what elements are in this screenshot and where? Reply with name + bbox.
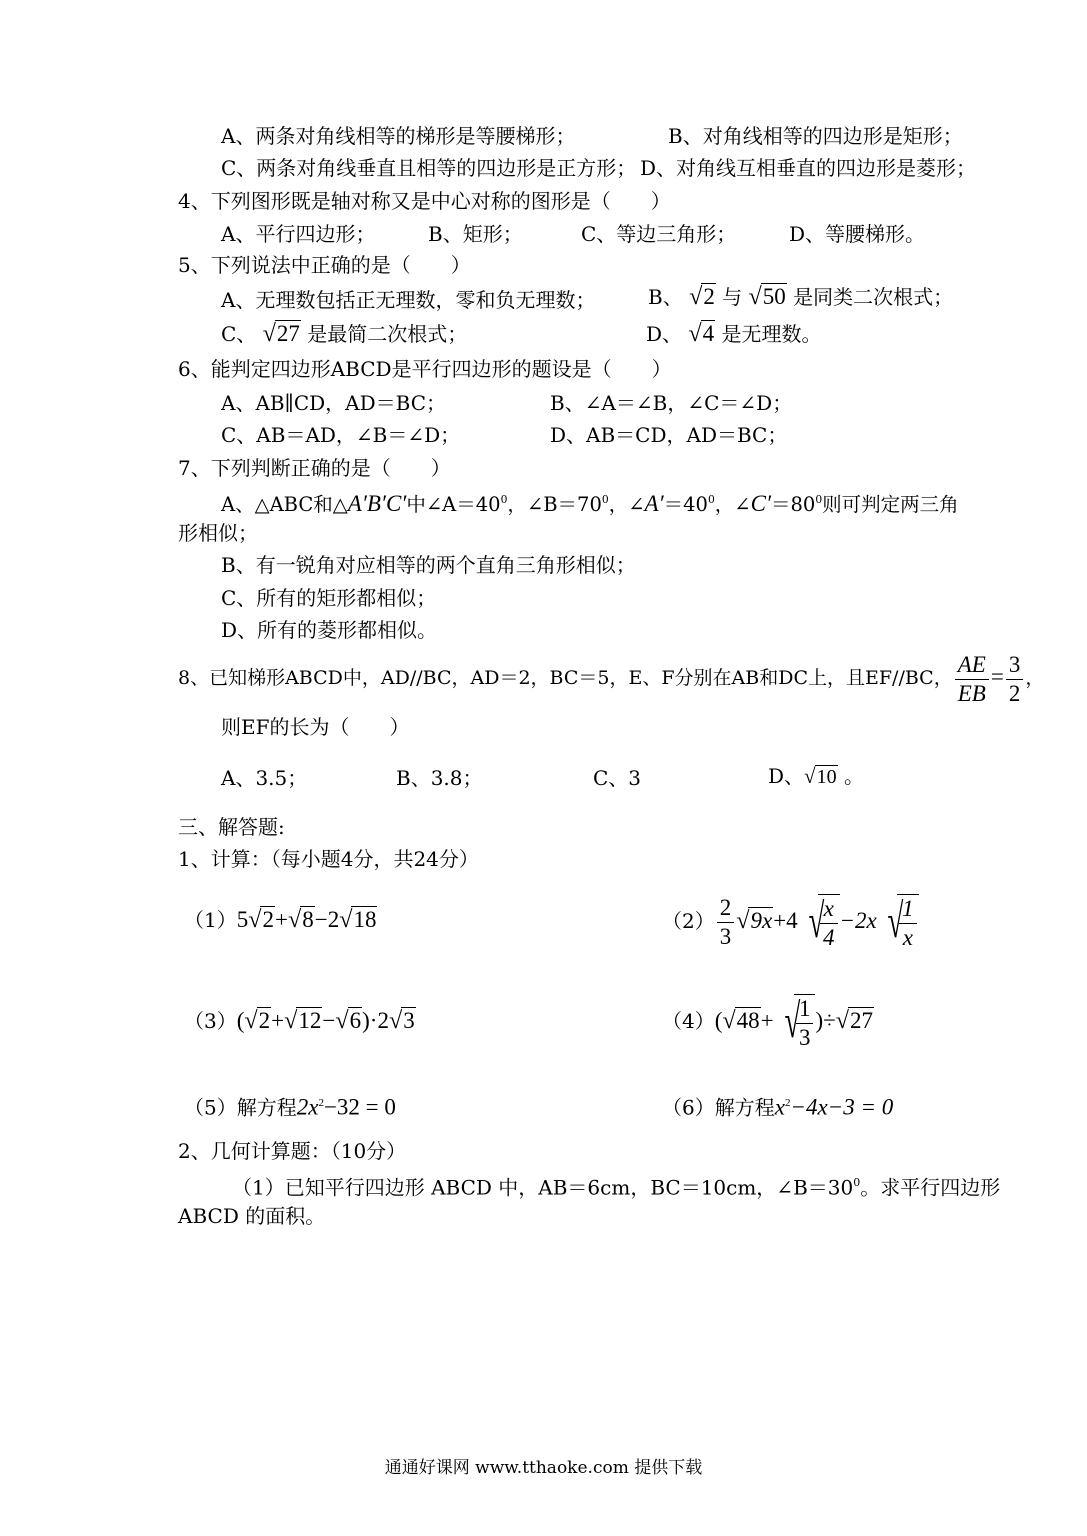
q6-option-a: A、AB∥CD，AD＝BC；: [221, 391, 447, 415]
q6-option-d: D、AB＝CD，AD＝BC；: [550, 423, 788, 447]
fraction-3-2: $\frac{3}{2}$: [1006, 651, 1024, 708]
geometry-title: 2、几何计算题：（10分）: [178, 1139, 407, 1163]
q8-option-a: A、3.5；: [221, 766, 308, 790]
q4-option-a: A、平行四边形；: [221, 222, 376, 246]
fraction-ae-eb: $\frac{AE}{EB}$: [955, 651, 989, 708]
q4-option-d: D、等腰梯形。: [789, 222, 926, 246]
q8-option-d: D、√10 。: [768, 764, 864, 788]
q3-option-b: B、对角线相等的四边形是矩形；: [668, 124, 963, 148]
calc-problem-5: （5）解方程$2x^2-32 = 0$: [184, 1094, 396, 1120]
q3-option-d: D、对角线互相垂直的四边形是菱形；: [640, 156, 977, 180]
geometry-problem-line-1: （1）已知平行四边形 ABCD 中，AB＝6cm，BC＝10cm，$\angle B=30^0$。求平行四边形: [232, 1175, 1001, 1200]
page-footer: 通通好课网 www.tthaoke.com 提供下载: [384, 1458, 703, 1478]
q7-option-d: D、所有的菱形都相似。: [221, 618, 438, 642]
q8-stem: 8、已知梯形ABCD中，AD//BC，AD＝2，BC＝5，E、F分别在AB和DC上，且EF//BC， $\frac{AE}{EB}$ = $\frac{3}{2}$ ，: [178, 651, 1045, 706]
q7-option-a: A、△ABC和△A′B′C′中$\angle A=40^0$，$\angle B=70^0$，$\angle A'=40^0$，$\angle C'=80^0$则可判定两三角: [221, 491, 959, 517]
q3-option-c: C、两条对角线垂直且相等的四边形是正方形；: [221, 156, 637, 180]
q6-stem: 6、能判定四边形ABCD是平行四边形的题设是（ ）: [178, 357, 672, 381]
q7-option-b: B、有一锐角对应相等的两个直角三角形相似；: [221, 553, 636, 577]
section-3-title: 三、解答题:: [178, 815, 285, 839]
sqrt-27: √27: [262, 320, 300, 347]
q8-option-c: C、3: [593, 766, 642, 790]
q8-stem-2: 则EF的长为（ ）: [221, 715, 410, 739]
q3-option-a: A、两条对角线相等的梯形是等腰梯形；: [221, 124, 576, 148]
calc-problem-2: （2） $\frac{2}{3}$ √9x+4 √ $\frac{x}{4}$ −2x √ $\frac{1}{x}$: [662, 890, 919, 952]
calc-title: 1、计算：（每小题4分，共24分）: [178, 847, 479, 871]
q5-stem: 5、下列说法中正确的是（ ）: [178, 253, 471, 277]
q6-option-b: B、∠A＝∠B，∠C＝∠D；: [550, 391, 793, 415]
q4-option-c: C、等边三角形；: [581, 222, 737, 246]
q7-option-c: C、所有的矩形都相似；: [221, 586, 437, 610]
geometry-problem-line-2: ABCD 的面积。: [178, 1204, 326, 1228]
q7-stem: 7、下列判断正确的是（ ）: [178, 456, 451, 480]
q4-option-b: B、矩形；: [428, 222, 523, 246]
calc-problem-3: （3）(√2+√12−√6)·2√3: [184, 1007, 415, 1034]
q4-stem: 4、下列图形既是轴对称又是中心对称的图形是（ ）: [178, 189, 671, 213]
q5-option-c: C、 √27 是最简二次根式；: [221, 320, 468, 347]
q6-option-c: C、AB＝AD，∠B＝∠D；: [221, 423, 461, 447]
sqrt-50: √50: [748, 283, 786, 310]
calc-problem-4: （4）(√48+ √ $\frac{1}{3}$ )÷√27: [662, 994, 874, 1050]
q5-option-d: D、 √4 是无理数。: [646, 320, 822, 347]
sqrt-2: √2: [689, 283, 715, 310]
calc-problem-6: （6）解方程$x^2-4x-3 = 0$: [662, 1094, 894, 1120]
q5-option-a: A、无理数包括正无理数，零和负无理数；: [221, 288, 596, 312]
q8-option-b: B、3.8；: [396, 766, 483, 790]
sqrt-4: √4: [688, 320, 715, 347]
q5-option-b: B、 √2 与 √50 是同类二次根式；: [648, 283, 954, 310]
q7-option-a-continued: 形相似；: [178, 521, 258, 545]
calc-problem-1: （1）5√2+√8−2√18: [184, 906, 377, 933]
sqrt-10: √10: [804, 764, 837, 788]
